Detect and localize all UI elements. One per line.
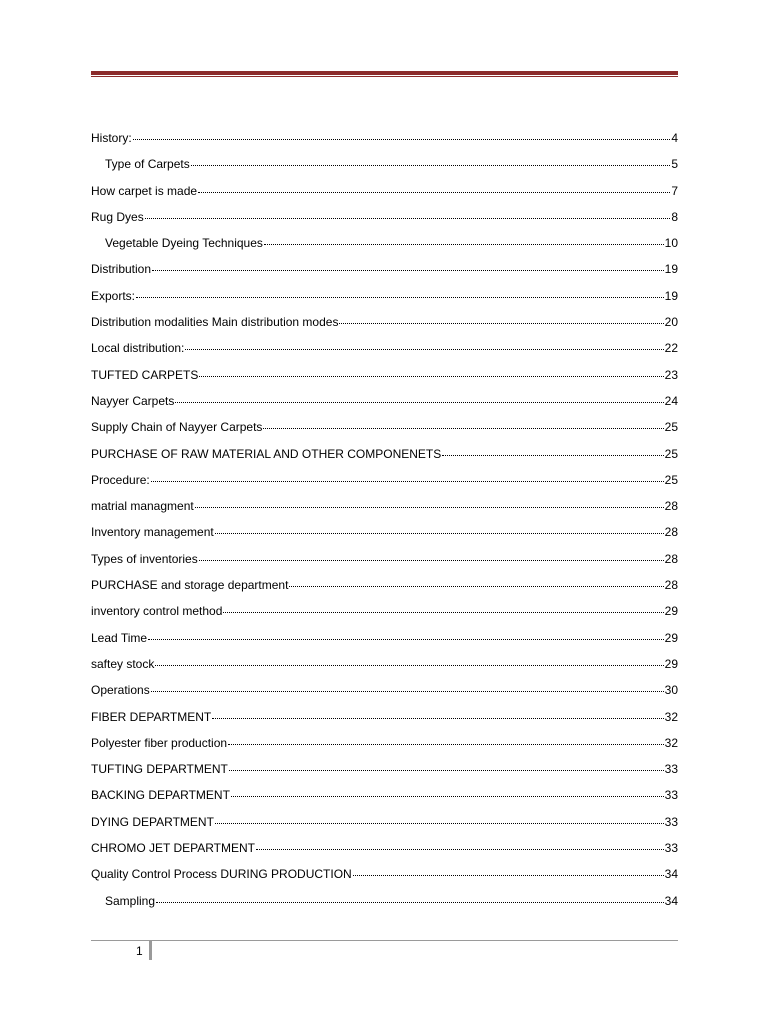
toc-entry-page-number: 22 (664, 341, 678, 356)
toc-dot-leader (215, 812, 664, 826)
toc-entry-title: TUFTED CARPETS (91, 367, 199, 382)
toc-entry-page-number: 29 (664, 630, 678, 645)
toc-entry-title: Procedure: (91, 472, 150, 487)
toc-entry-title: inventory control method (91, 604, 223, 619)
toc-entry-page-number: 8 (671, 209, 678, 224)
toc-dot-leader (195, 496, 664, 510)
toc-dot-leader (152, 259, 664, 273)
toc-dot-leader (215, 522, 664, 536)
toc-entry[interactable] (91, 338, 678, 364)
toc-entry-page-number: 20 (664, 315, 678, 330)
toc-entry-title: FIBER DEPARTMENT (91, 709, 212, 724)
toc-entry-title: Inventory management (91, 525, 214, 540)
toc-entry-title: Sampling (105, 893, 156, 908)
toc-entry-title: saftey stock (91, 656, 155, 671)
toc-dot-leader (263, 417, 663, 431)
toc-entry-title: PURCHASE and storage department (91, 578, 289, 593)
toc-entry-page-number: 19 (664, 262, 678, 277)
toc-entry-title: PURCHASE OF RAW MATERIAL AND OTHER COMPONENETS (91, 446, 442, 461)
toc-dot-leader (256, 838, 664, 852)
toc-entry[interactable] (91, 891, 678, 917)
toc-dot-leader (198, 181, 670, 195)
toc-entry[interactable] (91, 785, 678, 811)
toc-entry-page-number: 24 (664, 393, 678, 408)
toc-dot-leader (289, 575, 663, 589)
toc-entry-page-number: 30 (664, 683, 678, 698)
toc-dot-leader (199, 549, 664, 563)
toc-entry-title: DYING DEPARTMENT (91, 814, 214, 829)
toc-entry[interactable] (91, 575, 678, 601)
toc-dot-leader (442, 444, 663, 458)
toc-entry-title: Type of Carpets (105, 157, 190, 172)
toc-entry-title: Distribution modalities Main distribution modes (91, 315, 339, 330)
toc-dot-leader (151, 470, 664, 484)
toc-entry[interactable] (91, 864, 678, 890)
toc-entry[interactable] (91, 812, 678, 838)
toc-entry-page-number: 28 (664, 525, 678, 540)
toc-entry[interactable] (91, 838, 678, 864)
toc-entry[interactable] (91, 601, 678, 627)
toc-dot-leader (145, 207, 671, 221)
toc-entry-title: Exports: (91, 288, 136, 303)
toc-entry[interactable] (91, 522, 678, 548)
toc-entry[interactable] (91, 233, 678, 259)
toc-dot-leader (353, 864, 664, 878)
toc-entry-page-number: 34 (664, 867, 678, 882)
toc-entry-page-number: 25 (664, 420, 678, 435)
toc-entry-title: Polyester fiber production (91, 735, 228, 750)
toc-entry-page-number: 32 (664, 735, 678, 750)
toc-entry-page-number: 34 (664, 893, 678, 908)
toc-entry-title: Rug Dyes (91, 209, 144, 224)
table-of-contents (91, 128, 678, 917)
toc-entry[interactable] (91, 759, 678, 785)
toc-dot-leader (185, 338, 663, 352)
toc-entry-page-number: 5 (671, 157, 678, 172)
header-rule-thin (91, 76, 678, 77)
page-number: 1 (136, 944, 143, 958)
toc-entry-title: Supply Chain of Nayyer Carpets (91, 420, 263, 435)
toc-entry[interactable] (91, 444, 678, 470)
page-number-bar (149, 941, 152, 960)
toc-entry-page-number: 19 (664, 288, 678, 303)
toc-entry-title: Local distribution: (91, 341, 185, 356)
toc-entry-page-number: 25 (664, 446, 678, 461)
toc-entry-page-number: 33 (664, 788, 678, 803)
toc-entry-title: Nayyer Carpets (91, 393, 175, 408)
toc-entry[interactable] (91, 312, 678, 338)
toc-dot-leader (264, 233, 664, 247)
toc-entry-page-number: 23 (664, 367, 678, 382)
toc-entry-title: TUFTING DEPARTMENT (91, 762, 228, 777)
toc-entry-page-number: 7 (671, 183, 678, 198)
toc-dot-leader (133, 128, 671, 142)
toc-entry-page-number: 29 (664, 656, 678, 671)
toc-entry[interactable] (91, 707, 678, 733)
toc-entry[interactable] (91, 417, 678, 443)
toc-dot-leader (339, 312, 663, 326)
toc-entry[interactable] (91, 154, 678, 180)
toc-entry[interactable] (91, 470, 678, 496)
toc-entry-page-number: 4 (671, 131, 678, 145)
toc-entry-page-number: 29 (664, 604, 678, 619)
toc-dot-leader (212, 707, 663, 721)
toc-entry-title: Operations (91, 683, 150, 698)
toc-dot-leader (231, 785, 664, 799)
toc-dot-leader (148, 628, 664, 642)
toc-entry-title: History: (91, 131, 132, 145)
toc-entry-page-number: 28 (664, 551, 678, 566)
header-rule-thick (91, 71, 678, 75)
toc-entry[interactable] (91, 181, 678, 207)
footer-rule (91, 940, 678, 941)
toc-dot-leader (223, 601, 663, 615)
toc-entry-title: BACKING DEPARTMENT (91, 788, 230, 803)
toc-dot-leader (155, 654, 663, 668)
toc-entry-page-number: 25 (664, 472, 678, 487)
toc-entry[interactable] (91, 549, 678, 575)
toc-entry[interactable] (91, 259, 678, 285)
toc-entry[interactable] (91, 654, 678, 680)
toc-entry[interactable] (91, 365, 678, 391)
toc-entry-page-number: 28 (664, 499, 678, 514)
toc-entry-title: Types of inventories (91, 551, 198, 566)
toc-entry[interactable] (91, 207, 678, 233)
toc-entry-title: Vegetable Dyeing Techniques (105, 236, 263, 251)
toc-entry-title: Quality Control Process DURING PRODUCTION (91, 867, 352, 882)
toc-dot-leader (156, 891, 664, 905)
toc-dot-leader (175, 391, 663, 405)
toc-entry[interactable] (91, 628, 678, 654)
toc-entry[interactable] (91, 391, 678, 417)
toc-entry[interactable] (91, 680, 678, 706)
toc-entry[interactable] (91, 128, 678, 154)
toc-dot-leader (199, 365, 663, 379)
toc-entry-title: How carpet is made (91, 183, 198, 198)
header-rule (91, 71, 678, 78)
toc-entry-page-number: 33 (664, 814, 678, 829)
toc-entry-page-number: 10 (664, 236, 678, 251)
toc-dot-leader (229, 759, 664, 773)
toc-entry-title: Lead Time (91, 630, 148, 645)
toc-entry-title: Distribution (91, 262, 152, 277)
toc-entry[interactable] (91, 496, 678, 522)
toc-entry-page-number: 32 (664, 709, 678, 724)
toc-dot-leader (191, 154, 671, 168)
toc-dot-leader (151, 680, 664, 694)
toc-entry-title: CHROMO JET DEPARTMENT (91, 841, 256, 856)
toc-dot-leader (136, 286, 664, 300)
toc-entry-title: matrial managment (91, 499, 194, 514)
toc-entry-page-number: 33 (664, 762, 678, 777)
toc-dot-leader (228, 733, 664, 747)
toc-entry[interactable] (91, 733, 678, 759)
toc-entry[interactable] (91, 286, 678, 312)
toc-entry-page-number: 33 (664, 841, 678, 856)
toc-entry-page-number: 28 (664, 578, 678, 593)
